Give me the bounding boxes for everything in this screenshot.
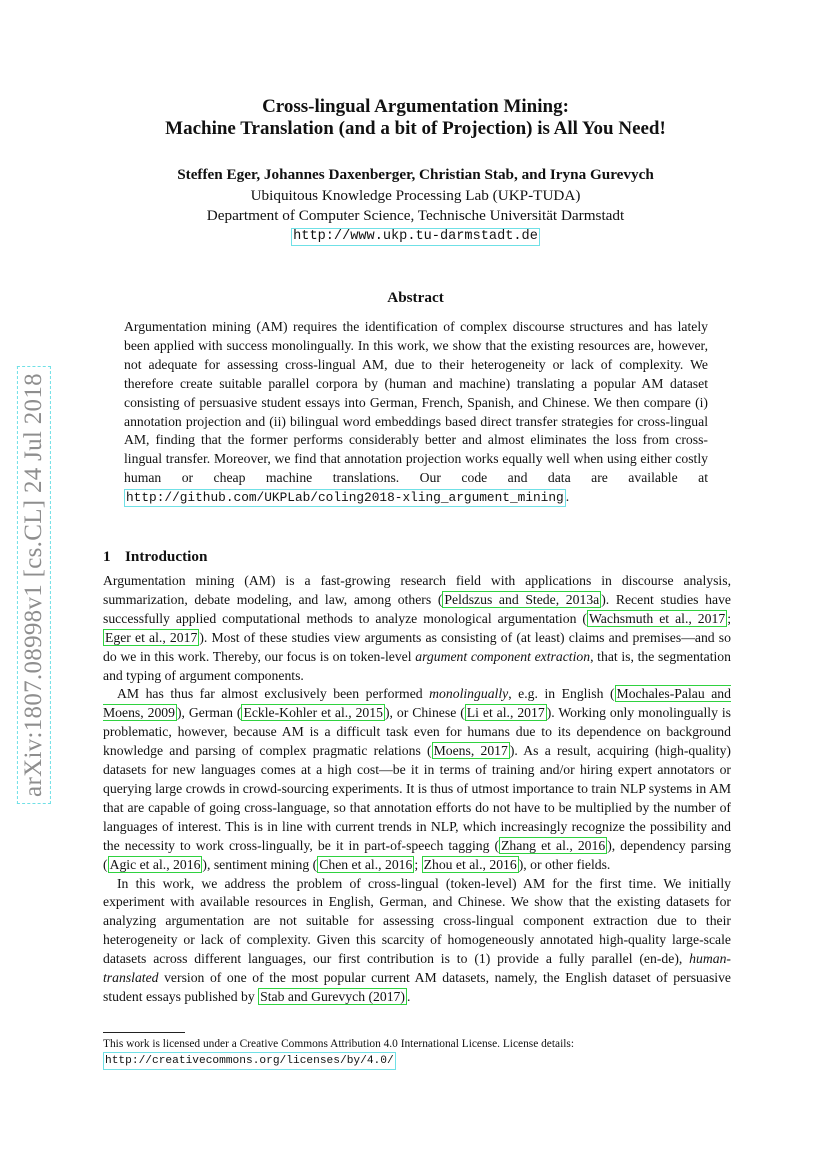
citation-link[interactable]: Agic et al., 2016	[109, 856, 201, 872]
emphasis: human-translated	[103, 951, 731, 986]
paragraph-1	[103, 572, 731, 685]
affiliation-lab: Ubiquitous Knowledge Processing Lab (UKP-TUDA)	[250, 187, 581, 204]
lab-url-link[interactable]: http://www.ukp.tu-darmstadt.de	[293, 229, 538, 244]
text-run: ), sentiment mining (	[202, 856, 318, 872]
text-run: ;	[727, 610, 731, 626]
text-run: ). Most of these studies view arguments as consisting of (at least) claims and premises—and so do we in this work. Thereby, our focus is on token-level	[103, 629, 731, 664]
text-run: ;	[414, 856, 422, 872]
citation-link[interactable]: Li et al., 2017	[466, 705, 545, 721]
paragraph-3	[103, 875, 731, 1007]
citation-link[interactable]: Zhang et al., 2016	[501, 837, 606, 853]
citation-link[interactable]: Peldszus and Stede, 2013a	[444, 591, 600, 607]
text-run: ), or other fields.	[518, 856, 611, 872]
abstract-end: .	[565, 489, 570, 505]
text-run: .	[406, 988, 411, 1004]
text-run: , e.g. in English (	[508, 686, 615, 702]
paragraph-2	[103, 685, 731, 874]
arxiv-stamp	[20, 345, 48, 825]
text-run: ), or Chinese (	[384, 705, 465, 721]
text-run: ). As a result, acquiring (high-quality) datasets for new languages comes at a high cost—be it in terms of training and/or hiring expert annotators or querying large crowds in crowd-sourcing experiments. It is thus of utmost importance to train NLP systems in AM that are capable of going cross-language, so that annotation efforts do not have to be multiplied by the number of languages of interest. This is in line with current trends in NLP, which increasingly recognize the possibility and the necessity to work cross-lingually, be it in part-of-speech tagging (	[103, 743, 731, 853]
text-run: ), German (	[176, 705, 242, 721]
footnote-text: This work is licensed under a Creative Commons Attribution 4.0 International License. License details:	[103, 1038, 575, 1050]
text-run: , that is, the segmentation and typing of argument components.	[103, 648, 731, 683]
abstract-text	[124, 318, 708, 507]
section-heading	[103, 548, 207, 566]
body-text	[103, 572, 731, 1007]
title-line-1: Cross-lingual Argumentation Mining:	[262, 96, 569, 117]
code-url-link[interactable]: http://github.com/UKPLab/coling2018-xling_argument_mining	[126, 490, 564, 506]
text-run: In this work, we address the problem of cross-lingual (token-level) AM for the first time. We initially experiment with available resources in English, German, and Chinese. We show that the existing datasets for analyzing argumentation are not suitable for assessing cross-lingual component extraction due to their heterogeneity or lack of complexity. Given this scarcity of homogeneously annotated high-quality large-scale datasets across different languages, our first contribution is to (1) provide a fully parallel (en-de),	[103, 875, 731, 967]
citation-link[interactable]: Wachsmuth et al., 2017	[588, 610, 726, 626]
text-run: ). Working only monolingually is problematic, however, because AM is a difficult task even for humans due to its dependence on background knowledge and parsing of complex pragmatic relations (	[103, 705, 732, 759]
footnote-rule	[103, 1032, 185, 1033]
abstract-body: Argumentation mining (AM) requires the identification of complex discourse structures and has lately been applied with success monolingually. In this work, we show that the existing resources are, however, not adequate for assessing cross-lingual AM, due to their heterogeneity or lack of complexity. We therefore create suitable parallel corpora by (human and machine) translating a popular AM dataset consisting of persuasive student essays into German, French, Spanish, and Chinese. We then compare (i) annotation projection and (ii) bilingual word embeddings based direct transfer strategies for cross-lingual AM, finding that the former performs considerably better and almost eliminates the loss from cross-lingual transfer. Moreover, we find that annotation projection works equally well when using either costly human or cheap machine translations. Our code and data are available at	[124, 319, 708, 486]
arxiv-stamp-text[interactable]: arXiv:1807.08998v1 [cs.CL] 24 Jul 2018	[17, 366, 51, 804]
emphasis: monolingually	[429, 686, 509, 702]
section-title: Introduction	[125, 548, 208, 565]
author-list: Steffen Eger, Johannes Daxenberger, Christian Stab, and Iryna Gurevych	[177, 166, 654, 183]
citation-link[interactable]: Zhou et al., 2016	[423, 856, 517, 872]
emphasis: argument component extraction	[415, 648, 591, 664]
citation-link[interactable]: Moens, 2017	[433, 743, 508, 759]
citation-link[interactable]: Chen et al., 2016	[319, 856, 413, 872]
text-run: AM has thus far almost exclusively been performed	[117, 686, 430, 702]
citation-link[interactable]: Mochales-Palau and Moens, 2009	[103, 686, 731, 721]
license-url-link[interactable]: http://creativecommons.org/licenses/by/4.0/	[103, 1052, 396, 1070]
text-run: ), dependency parsing (	[103, 837, 731, 872]
citation-link[interactable]: Eger et al., 2017	[105, 629, 198, 645]
affiliation	[103, 186, 728, 246]
citation-link[interactable]: Eckle-Kohler et al., 2015	[243, 705, 383, 721]
citation-link[interactable]: Stab and Gurevych (2017)	[260, 988, 405, 1004]
section-number: 1	[103, 548, 111, 565]
text-run: Argumentation mining (AM) is a fast-growing research field with applications in discourse analysis, summarization, debate modeling, and law, among others (	[103, 573, 731, 607]
footnote	[103, 1037, 731, 1070]
paper-title	[103, 96, 728, 140]
title-line-2: Machine Translation (and a bit of Projection) is All You Need!	[165, 118, 666, 139]
affiliation-dept: Department of Computer Science, Technische Universität Darmstadt	[206, 206, 625, 224]
text-run: version of one of the most popular current AM datasets, namely, the English dataset of persuasive student essays published by	[103, 970, 731, 1004]
abstract-heading: Abstract	[387, 289, 444, 306]
text-run: ). Recent studies have successfully applied computational methods to analyze monological argumentation (	[103, 591, 731, 626]
